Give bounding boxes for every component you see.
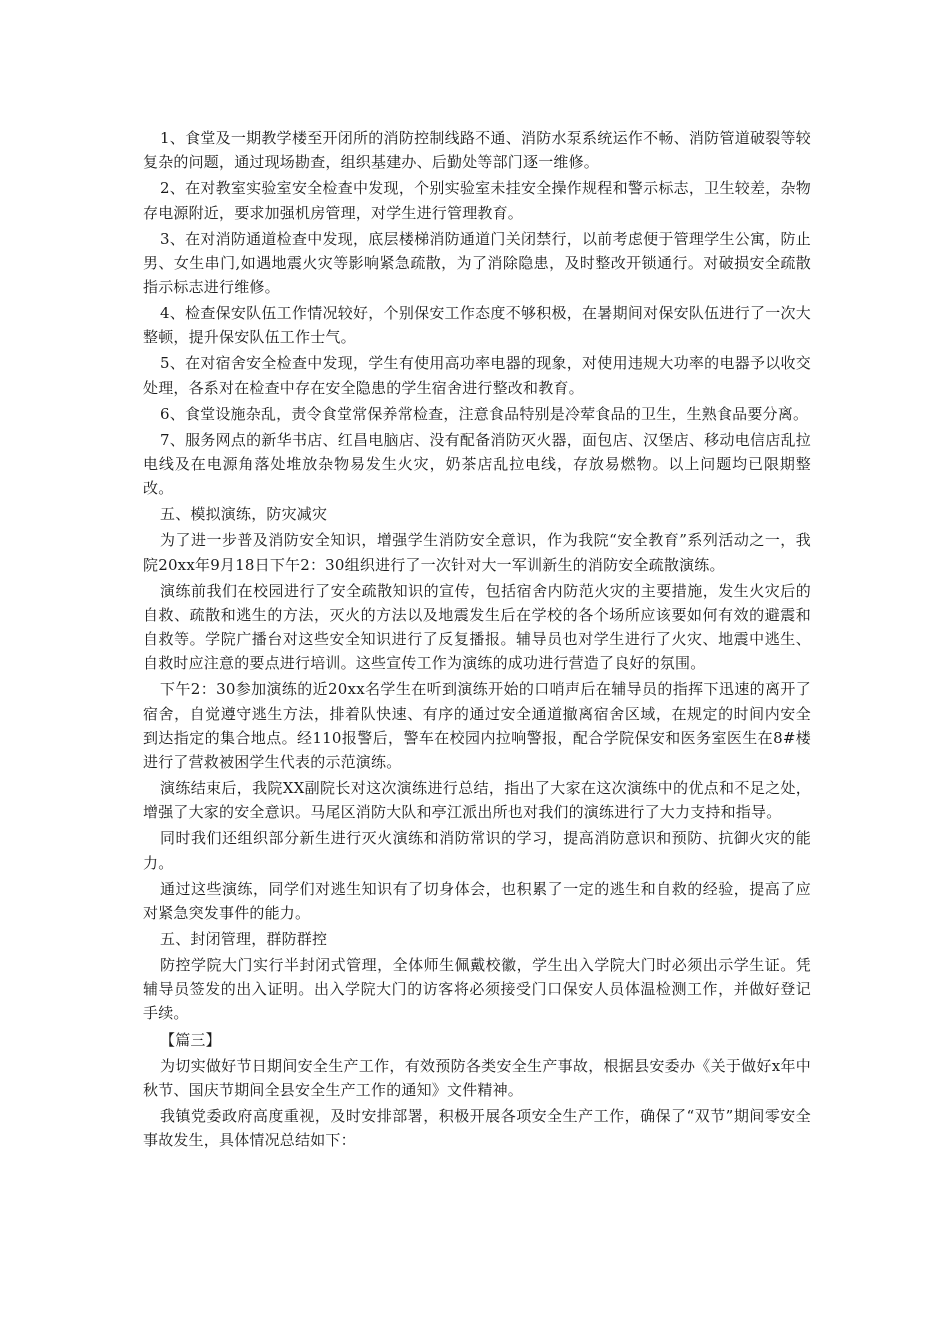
paragraph-drill-result: 通过这些演练，同学们对逃生知识有了切身体会，也积累了一定的逃生和自救的经验，提高了应对紧急突发事件的能力。 (143, 879, 811, 922)
paragraph-item-7: 7、服务网点的新华书店、红昌电脑店、没有配备消防灭火器，面包店、汉堡店、移动电信店乱拉电线及在电源角落处堆放杂物易发生火灾，奶茶店乱拉电线，存放易燃物。以上问题均已限期整改。 (143, 430, 811, 498)
document-body (143, 126, 811, 1154)
paragraph-part-three-summary: 我镇党委政府高度重视，及时安排部署，积极开展各项安全生产工作，确保了“双节”期间零安全事故发生，具体情况总结如下： (143, 1106, 811, 1150)
paragraph-part-three-intro: 为切实做好节日期间安全生产工作，有效预防各类安全生产事故，根据县安委办《关于做好x年中秋节、国庆节期间全县安全生产工作的通知》文件精神。 (143, 1056, 811, 1099)
paragraph-drill-intro: 为了进一步普及消防安全知识，增强学生消防安全意识，作为我院“安全教育”系列活动之一，我院20xx年9月18日下午2：30组织进行了一次针对大一军训新生的消防安全疏散演练。 (143, 531, 811, 574)
paragraph-item-3: 3、在对消防通道检查中发现，底层楼梯消防通道门关闭禁行，以前考虑便于管理学生公寓，防止男、女生串门,如遇地震火灾等影响紧急疏散，为了消除隐患，及时整改开锁通行。对破损安全疏散指示标志进行维修。 (143, 229, 811, 296)
paragraph-item-1: 1、食堂及一期教学楼至开闭所的消防控制线路不通、消防水泵系统运作不畅、消防管道破裂等较复杂的问题，通过现场勘查，组织基建办、后勤处等部门逐一维修。 (143, 129, 811, 172)
section-heading-drill: 五、模拟演练，防灾减灾 (160, 505, 328, 524)
paragraph-item-6: 6、食堂设施杂乱，责令食堂常保养常检查，注意食品特别是冷荤食品的卫生，生熟食品要分离。 (160, 404, 809, 423)
paragraph-closed-management: 防控学院大门实行半封闭式管理，全体师生佩戴校徽，学生出入学院大门时必须出示学生证。凭辅导员签发的出入证明。出入学院大门的访客将必须接受门口保安人员体温检测工作，并做好登记手续。 (143, 956, 811, 1023)
section-mark-part-three: 【篇三】 (160, 1030, 221, 1049)
paragraph-drill-publicity: 演练前我们在校园进行了安全疏散知识的宣传，包括宿舍内防范火灾的主要措施，发生火灾后的自救、疏散和逃生的方法，灭火的方法以及地震发生后在学校的各个场所应该要如何有效的避震和自救等。学院广播台对这些安全知识进行了反复播报。辅导员也对学生进行了火灾、地震中逃生、自救时应注意的要点进行培训。这些宣传工作为演练的成功进行营造了良好的氛围。 (143, 581, 811, 673)
paragraph-drill-process: 下午2：30参加演练的近20xx名学生在听到演练开始的口哨声后在辅导员的指挥下迅速的离开了宿舍，自觉遵守逃生方法，排着队快速、有序的通过安全通道撤离宿舍区域，在规定的时间内安全到达指定的集合地点。经110报警后，警车在校园内拉响警报，配合学院保安和医务室医生在8#楼进行了营救被困学生代表的示范演练。 (143, 680, 811, 771)
paragraph-item-5: 5、在对宿舍安全检查中发现，学生有使用高功率电器的现象，对使用违规大功率的电器予以收交处理，各系对在检查中存在安全隐患的学生宿舍进行整改和教育。 (143, 354, 811, 397)
paragraph-item-2: 2、在对教室实验室安全检查中发现，个别实验室未挂安全操作规程和警示标志，卫生较差，杂物存电源附近，要求加强机房管理，对学生进行管理教育。 (143, 179, 811, 222)
paragraph-drill-training: 同时我们还组织部分新生进行灭火演练和消防常识的学习，提高消防意识和预防、抗御火灾的能力。 (143, 829, 811, 872)
section-heading-closed-management: 五、封闭管理，群防群控 (160, 929, 328, 948)
paragraph-item-4: 4、检查保安队伍工作情况较好，个别保安工作态度不够积极，在暑期间对保安队伍进行了一次大整顿，提升保安队伍工作士气。 (143, 304, 811, 347)
paragraph-drill-summary: 演练结束后，我院XX副院长对这次演练进行总结，指出了大家在这次演练中的优点和不足之处，增强了大家的安全意识。马尾区消防大队和亭江派出所也对我们的演练进行了大力支持和指导。 (143, 779, 811, 822)
